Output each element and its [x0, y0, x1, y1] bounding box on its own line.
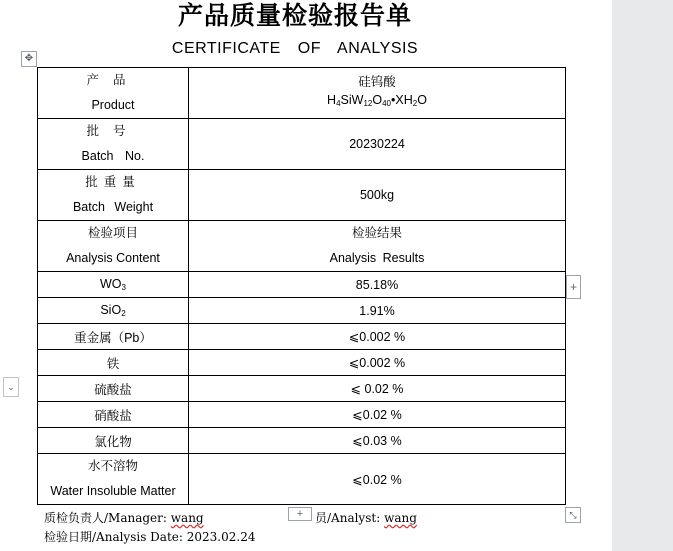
- analysis-item: [38, 298, 189, 324]
- date-label: 检验日期/Analysis Date:: [44, 530, 183, 544]
- manager-line: [44, 509, 204, 526]
- product-label-en: Product: [91, 98, 135, 112]
- table-row: [38, 221, 566, 272]
- manager-value: wang: [170, 511, 204, 525]
- formula-part: SiW: [340, 93, 364, 107]
- analysis-value: ⩽0.02 %: [189, 454, 566, 505]
- date-line: [44, 528, 255, 545]
- add-column-button[interactable]: +: [566, 275, 581, 299]
- analysis-value: 85.18%: [189, 272, 566, 298]
- title-chinese: 产品质量检验报告单: [177, 1, 412, 30]
- batch-label-en: Batch No.: [81, 149, 145, 163]
- certificate-table: [37, 67, 566, 505]
- analyst-value: wang: [384, 511, 417, 525]
- analysis-value: ⩽0.03 %: [189, 428, 566, 454]
- collapse-chevron-icon[interactable]: ⌄: [3, 377, 19, 397]
- analysis-item: 硝酸盐: [38, 402, 189, 428]
- batch-label-cell: [38, 119, 189, 170]
- weight-label-en: Batch Weight: [72, 200, 154, 214]
- editor-gutter: [612, 0, 673, 551]
- title-english: CERTIFICATE OF ANALYSIS: [171, 40, 419, 57]
- table-row: [38, 68, 566, 119]
- weight-label-cell: [38, 170, 189, 221]
- table-row: [38, 272, 566, 298]
- table-move-handle-icon[interactable]: ✥: [21, 51, 37, 67]
- product-name-cn: 硅钨酸: [358, 75, 396, 89]
- table-row: [38, 376, 566, 402]
- analysis-value: ⩽ 0.02 %: [189, 376, 566, 402]
- analysis-value: ⩽0.002 %: [189, 324, 566, 350]
- date-value: 2023.02.24: [186, 530, 256, 544]
- product-label-cell: [38, 68, 189, 119]
- formula-sub: 4: [336, 99, 341, 108]
- item-sub: 2: [121, 309, 126, 318]
- analysis-item: [38, 272, 189, 298]
- analysis-value: ⩽0.02 %: [189, 402, 566, 428]
- formula-sub: 40: [382, 99, 391, 108]
- table-row: [38, 402, 566, 428]
- content-label-en: Analysis Content: [66, 251, 160, 265]
- table-row: [38, 298, 566, 324]
- analysis-item: 氯化物: [38, 428, 189, 454]
- formula-sub: 2: [412, 99, 418, 108]
- results-label-cn: 检验结果: [351, 226, 402, 240]
- formula-part: O: [372, 93, 383, 107]
- analysis-item: 铁: [38, 350, 189, 376]
- analyst-label: 员/Analyst:: [315, 511, 381, 525]
- water-insoluble-en: Water Insoluble Matter: [50, 484, 176, 498]
- formula-part: O: [417, 93, 427, 107]
- results-label-en: Analysis Results: [329, 251, 425, 265]
- weight-value: 500kg: [189, 170, 566, 221]
- product-label-cn: 产品: [86, 73, 140, 87]
- table-resize-handle-icon[interactable]: ⤡: [565, 507, 581, 523]
- table-row: [38, 428, 566, 454]
- product-value-cell: [189, 68, 566, 119]
- analysis-value: 1.91%: [189, 298, 566, 324]
- weight-label-cn: 批重量: [85, 175, 141, 189]
- analysis-item: 重金属（Pb）: [38, 324, 189, 350]
- item-sub: 3: [121, 283, 126, 292]
- results-label-cell: [189, 221, 566, 272]
- content-label-cn: 检验项目: [87, 226, 138, 240]
- formula-part: •XH: [391, 93, 413, 107]
- table-row: [38, 454, 566, 505]
- item-text: WO: [100, 277, 122, 291]
- add-row-button[interactable]: +: [288, 507, 312, 521]
- batch-label-cn: 批号: [86, 124, 140, 138]
- table-row: [38, 324, 566, 350]
- content-label-cell: [38, 221, 189, 272]
- batch-value: 20230224: [189, 119, 566, 170]
- formula-sub: 12: [363, 99, 373, 108]
- product-formula: [189, 91, 565, 113]
- manager-label: 质检负责人/Manager:: [44, 511, 167, 525]
- formula-part: H: [327, 93, 337, 107]
- analysis-value: ⩽0.002 %: [189, 350, 566, 376]
- water-insoluble-cn: 水不溶物: [87, 459, 138, 473]
- water-insoluble-label-cell: [38, 454, 189, 505]
- analysis-item: 硫酸盐: [38, 376, 189, 402]
- table-row: [38, 119, 566, 170]
- item-text: SiO: [100, 303, 122, 317]
- analyst-line: [315, 509, 417, 526]
- table-row: [38, 170, 566, 221]
- table-row: [38, 350, 566, 376]
